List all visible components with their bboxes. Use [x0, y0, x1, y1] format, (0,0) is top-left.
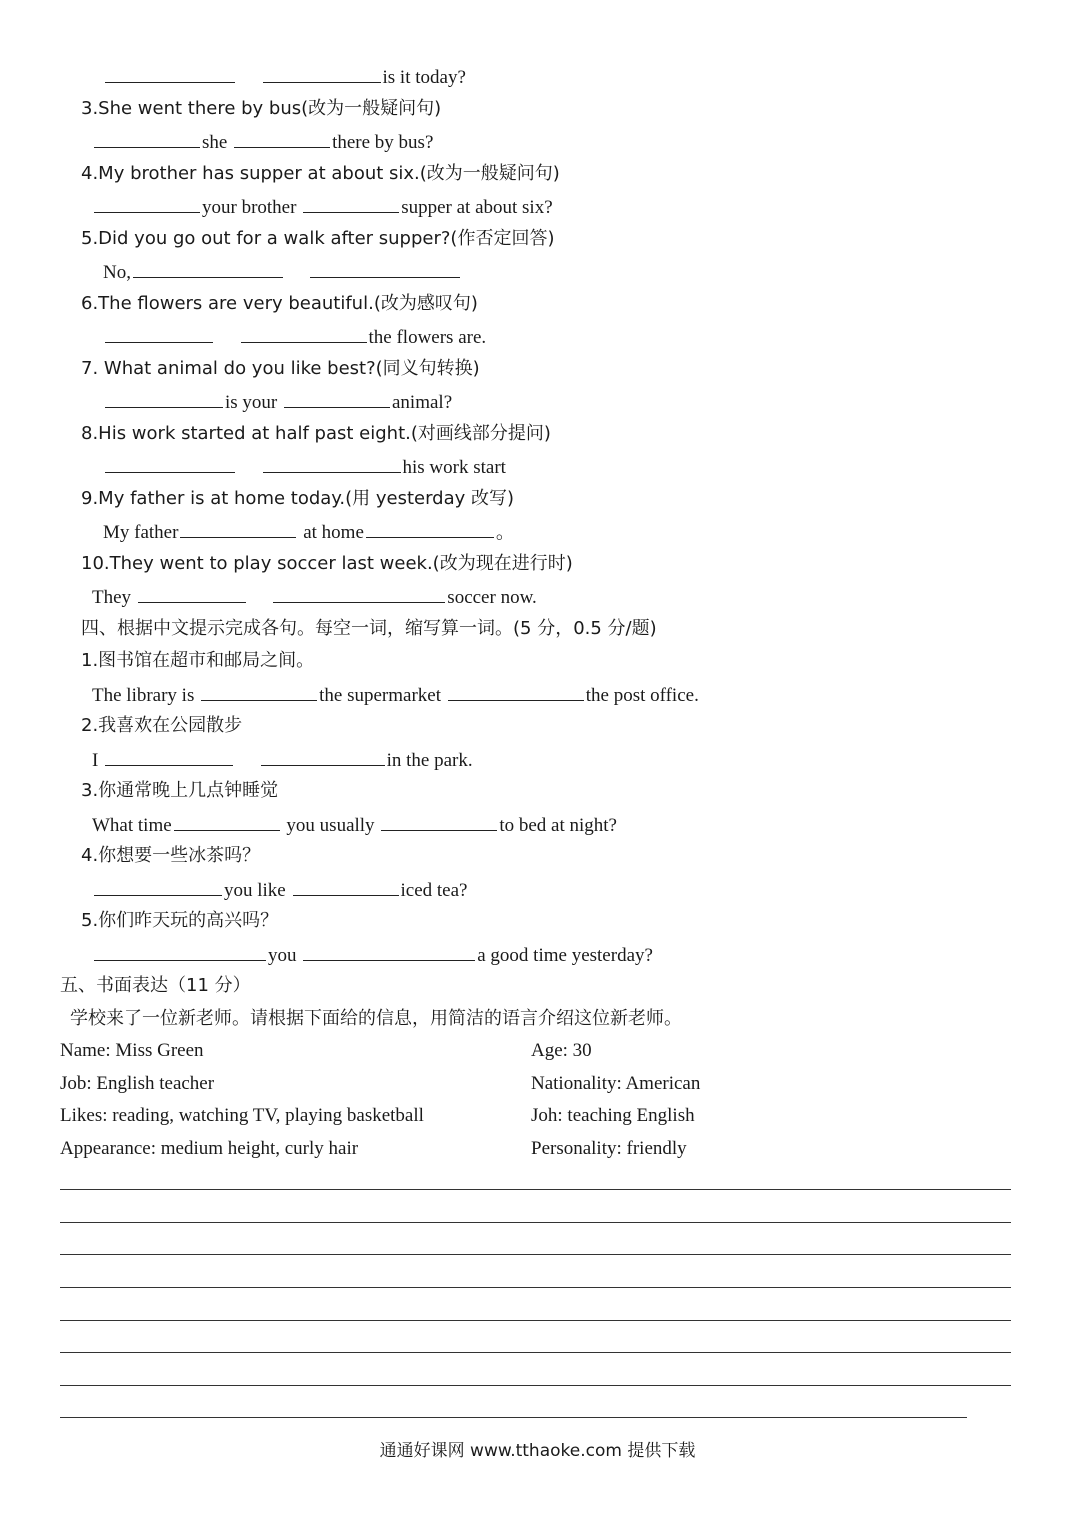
q7-answer-line — [103, 389, 452, 415]
answer-blank[interactable] — [273, 584, 445, 603]
info-job: Job: English teacher — [60, 1073, 215, 1094]
part4-q3-answer-line — [92, 812, 617, 838]
answer-text: What time — [92, 815, 172, 836]
answer-text: is your — [225, 392, 278, 413]
answer-blank[interactable] — [263, 64, 381, 83]
answer-text: your brother — [202, 197, 297, 218]
answer-blank[interactable] — [263, 454, 401, 473]
q2-answer-line — [103, 64, 466, 90]
part4-q2-chinese: 2.我喜欢在公园散步 — [81, 715, 243, 736]
answer-text: I — [92, 750, 99, 771]
q8-prompt: 8.His work started at half past eight.(对画线部分提问) — [81, 423, 551, 444]
part4-q1-answer-line — [92, 682, 699, 708]
answer-blank[interactable] — [105, 324, 213, 343]
answer-blank[interactable] — [94, 129, 200, 148]
answer-text: My father — [103, 522, 179, 543]
info-personality: Personality: friendly — [531, 1138, 687, 1159]
answer-text: They — [92, 587, 132, 608]
answer-blank[interactable] — [234, 129, 330, 148]
answer-text: to bed at night? — [499, 815, 617, 836]
answer-text: iced tea? — [400, 880, 468, 901]
answer-blank[interactable] — [105, 389, 223, 408]
answer-blank[interactable] — [448, 682, 584, 701]
q9-answer-line — [103, 519, 515, 545]
answer-blank[interactable] — [303, 942, 475, 961]
writing-line[interactable] — [60, 1189, 1011, 1190]
answer-text: you like — [224, 880, 286, 901]
answer-text: the supermarket — [319, 685, 441, 706]
answer-blank[interactable] — [366, 519, 494, 538]
answer-text: you usually — [286, 815, 375, 836]
q10-prompt: 10.They went to play soccer last week.(改为现在进行时) — [81, 553, 573, 574]
part4-q2-answer-line — [92, 747, 473, 773]
answer-text: the flowers are. — [368, 327, 487, 348]
q6-answer-line — [103, 324, 486, 350]
part5-instruction: 学校来了一位新老师。请根据下面给的信息，用简洁的语言介绍这位新老师。 — [70, 1008, 682, 1029]
part4-heading: 四、根据中文提示完成各句。每空一词，缩写算一词。(5 分，0.5 分/题) — [81, 618, 657, 639]
part4-q4-chinese: 4.你想要一些冰茶吗？ — [81, 845, 261, 866]
answer-blank[interactable] — [293, 877, 399, 896]
q10-answer-line — [92, 584, 537, 610]
answer-text: The library is — [92, 685, 195, 706]
answer-blank[interactable] — [138, 584, 246, 603]
answer-blank[interactable] — [180, 519, 296, 538]
answer-blank[interactable] — [284, 389, 390, 408]
answer-blank[interactable] — [201, 682, 317, 701]
answer-blank[interactable] — [94, 194, 200, 213]
answer-text: No, — [103, 262, 131, 283]
answer-blank[interactable] — [94, 877, 222, 896]
answer-blank[interactable] — [133, 259, 283, 278]
answer-blank[interactable] — [105, 747, 233, 766]
part4-q3-chinese: 3.你通常晚上几点钟睡觉 — [81, 780, 279, 801]
info-age: Age: 30 — [531, 1040, 592, 1061]
writing-line[interactable] — [60, 1320, 1011, 1321]
writing-line[interactable] — [60, 1254, 1011, 1255]
answer-blank[interactable] — [381, 812, 497, 831]
info-likes: Likes: reading, watching TV, playing basketball — [60, 1105, 424, 1126]
q6-prompt: 6.The flowers are very beautiful.(改为感叹句) — [81, 293, 478, 314]
answer-blank[interactable] — [303, 194, 399, 213]
answer-text: supper at about six? — [401, 197, 553, 218]
answer-text: at home — [303, 522, 364, 543]
part5-heading: 五、书面表达（11 分） — [60, 975, 251, 996]
q4-prompt: 4.My brother has supper at about six.(改为一般疑问句) — [81, 163, 560, 184]
answer-blank[interactable] — [310, 259, 460, 278]
q8-answer-line — [103, 454, 506, 480]
q3-prompt: 3.She went there by bus(改为一般疑问句) — [81, 98, 442, 119]
answer-text: is it today? — [382, 67, 466, 88]
q3-answer-line — [92, 129, 433, 155]
writing-line[interactable] — [60, 1222, 1011, 1223]
writing-line[interactable] — [60, 1287, 1011, 1288]
q9-prompt: 9.My father is at home today.(用 yesterday 改写) — [81, 488, 515, 509]
q7-prompt: 7. What animal do you like best?(同义句转换) — [81, 358, 480, 379]
answer-blank[interactable] — [105, 64, 235, 83]
answer-text: 。 — [495, 522, 515, 543]
answer-text: you — [268, 945, 297, 966]
answer-blank[interactable] — [261, 747, 385, 766]
answer-text: there by bus? — [332, 132, 434, 153]
answer-text: soccer now. — [447, 587, 537, 608]
answer-text: his work start — [402, 457, 506, 478]
writing-line[interactable] — [60, 1417, 967, 1418]
info-nationality: Nationality: American — [531, 1073, 701, 1094]
part4-q1-chinese: 1.图书馆在超市和邮局之间。 — [81, 650, 315, 671]
part4-q5-chinese: 5.你们昨天玩的高兴吗？ — [81, 910, 279, 931]
answer-blank[interactable] — [174, 812, 280, 831]
answer-text: the post office. — [585, 685, 699, 706]
writing-line[interactable] — [60, 1352, 1011, 1353]
answer-text: a good time yesterday? — [477, 945, 653, 966]
part4-q4-answer-line — [92, 877, 467, 903]
answer-blank[interactable] — [94, 942, 266, 961]
answer-blank[interactable] — [241, 324, 367, 343]
answer-blank[interactable] — [105, 454, 235, 473]
info-joh: Joh: teaching English — [531, 1105, 695, 1126]
answer-text: she — [202, 132, 228, 153]
answer-text: in the park. — [386, 750, 473, 771]
q5-answer-line — [103, 259, 462, 285]
info-name: Name: Miss Green — [60, 1040, 204, 1061]
q5-prompt: 5.Did you go out for a walk after supper?(作否定回答) — [81, 228, 555, 249]
q4-answer-line — [92, 194, 553, 220]
part4-q5-answer-line — [92, 942, 653, 968]
answer-text: animal? — [392, 392, 453, 413]
writing-line[interactable] — [60, 1385, 1011, 1386]
page-footer: 通通好课网 www.tthaoke.com 提供下载 — [379, 1441, 696, 1461]
info-appearance: Appearance: medium height, curly hair — [60, 1138, 359, 1159]
